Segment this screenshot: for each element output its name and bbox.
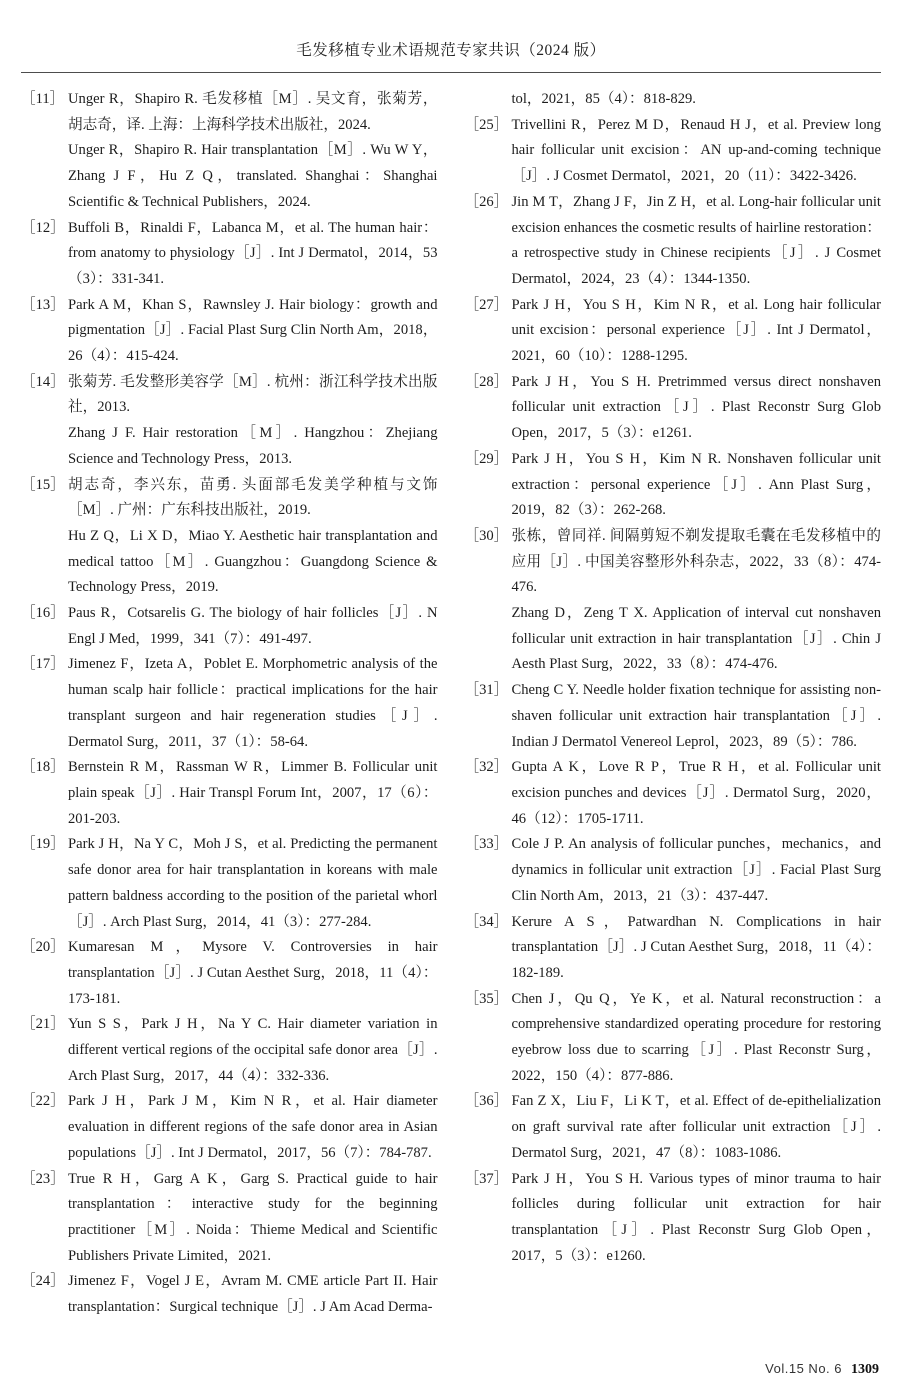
- reference-text: Trivellini R，Perez M D，Renaud H J，et al. Preview long hair follicular unit excision：AN up-and-coming technique［J］. J Cosmet Dermatol，2021，20（11）：3422-3426.: [511, 116, 881, 185]
- reference-number: ［26］: [464, 193, 509, 210]
- reference-item: [465, 87, 882, 113]
- reference-text: Park A M，Khan S，Rawnsley J. Hair biology：growth and pigmentation［J］. Facial Plast Surg Clin North Am，2018，26（4）：415-424.: [68, 296, 438, 365]
- references-column-right: [465, 87, 882, 1321]
- reference-item: [21, 293, 438, 370]
- reference-number: ［28］: [464, 373, 509, 390]
- reference-item: [465, 190, 882, 293]
- reference-number: ［23］: [21, 1170, 65, 1187]
- page-footer: [765, 1361, 879, 1378]
- page-header-title: 毛发移植专业术语规范专家共识（2024 版）: [296, 42, 606, 59]
- reference-number: ［29］: [464, 450, 509, 467]
- reference-item: [465, 113, 882, 190]
- reference-number: ［13］: [21, 296, 65, 313]
- reference-number: ［37］: [464, 1170, 509, 1187]
- reference-text: Kerure A S，Patwardhan N. Complications in hair transplantation［J］. J Cutan Aesthet Surg，2018，11（4）：182-189.: [511, 913, 881, 981]
- reference-number: ［14］: [21, 373, 65, 390]
- references-column-left: [21, 87, 438, 1321]
- reference-item: [21, 216, 438, 293]
- reference-item: [21, 370, 438, 473]
- reference-text: Paus R，Cotsarelis G. The biology of hair follicles［J］. N Engl J Med，1999，341（7）：491-497.: [68, 605, 438, 647]
- reference-item: [21, 652, 438, 755]
- references-section: [21, 87, 881, 1321]
- reference-number: ［21］: [21, 1016, 65, 1033]
- reference-number: ［32］: [464, 759, 509, 776]
- reference-number: ［30］: [464, 527, 509, 544]
- reference-text: Yun S S，Park J H，Na Y C. Hair diameter variation in different vertical regions of the occipital safe donor area［J］. Arch Plast Surg，2017，44（4）：332-336.: [68, 1016, 438, 1084]
- reference-number: ［16］: [21, 605, 65, 622]
- reference-text: Buffoli B，Rinaldi F，Labanca M，et al. The human hair：from anatomy to physiology［J］. Int J Dermatol，2014，53（3）：331-341.: [68, 219, 438, 287]
- reference-text: 张菊芳. 毛发整形美容学［M］. 杭州：浙江科学技术出版社，2013. Zhang J F. Hair restoration［M］. Hangzhou：Zhejiang Science and Technology Press，2013.: [68, 373, 438, 467]
- reference-item: [465, 1167, 882, 1270]
- reference-number: ［12］: [21, 219, 65, 236]
- reference-item: [465, 370, 882, 447]
- reference-text: Jin M T，Zhang J F，Jin Z H，et al. Long-hair follicular unit excision enhances the cosmetic results of hairline restoration：a retrospective study in Chinese recipients［J］. J Cosmet Dermatol，2024，23（4）：1344-1350.: [511, 193, 881, 287]
- reference-item: [465, 910, 882, 987]
- reference-text: 张栋，曾同祥. 间隔剪短不剃发提取毛囊在毛发移植中的应用［J］. 中国美容整形外科杂志，2022，33（8）：474-476. Zhang D，Zeng T X. Application of interval cut nonshaven follicular unit extraction in hair transplantation［J］. Chin J Aesth Plast Surg，2022，33（8）：474-476.: [511, 527, 881, 673]
- reference-text: Cheng C Y. Needle holder fixation technique for assisting non-shaven follicular unit extraction hair transplantation［J］. Indian J Dermatol Venereol Leprol，2023，89（5）：786.: [511, 682, 881, 750]
- reference-text: Fan Z X，Liu F，Li K T，et al. Effect of de-epithelialization on graft survival rate after follicular unit extraction［J］. Dermatol Surg，2021，47（8）：1083-1086.: [511, 1093, 881, 1161]
- reference-item: [465, 1089, 882, 1166]
- header-divider: [21, 72, 881, 73]
- volume-issue-label: Vol.15 No. 6: [765, 1361, 842, 1376]
- reference-item: [21, 1269, 438, 1320]
- reference-text: Park J H，You S H. Various types of minor trauma to hair follicles during follicular unit extraction for hair transplantation［J］. Plast Reconstr Surg Glob Open，2017，5（3）：e1260.: [511, 1170, 881, 1264]
- reference-text: Kumaresan M，Mysore V. Controversies in hair transplantation［J］. J Cutan Aesthet Surg，2018，11（4）：173-181.: [68, 939, 438, 1007]
- reference-item: [21, 755, 438, 832]
- reference-text: Jimenez F，Izeta A，Poblet E. Morphometric analysis of the human scalp hair follicle：practical implications for the hair transplant surgeon and hair regeneration studies［J］. Dermatol Surg，2011，37（1）：58-64.: [68, 656, 438, 750]
- reference-number: ［35］: [464, 990, 509, 1007]
- reference-text: Park J H，You S H. Pretrimmed versus direct nonshaven follicular unit extraction［J］. Plast Reconstr Surg Glob Open，2017，5（3）：e1261.: [511, 373, 881, 442]
- reference-text: Park J H，Na Y C，Moh J S，et al. Predicting the permanent safe donor area for hair transplantation in koreans with male pattern baldness according to the position of the parietal whorl［J］. Arch Plast Surg，2014，41（3）：277-284.: [68, 836, 438, 930]
- reference-item: [21, 1167, 438, 1270]
- reference-item: [465, 832, 882, 909]
- reference-item: [465, 447, 882, 524]
- reference-number: ［19］: [21, 836, 65, 853]
- reference-number: ［22］: [21, 1093, 65, 1110]
- reference-text: Unger R，Shapiro R. 毛发移植［M］. 吴文育，张菊芳，胡志奇，译. 上海：上海科学技术出版社，2024. Unger R，Shapiro R. Hair transplantation［M］. Wu W Y，Zhang J F，Hu Z Q，translated. Shanghai：Shanghai Scientific & Technical Publishers，2024.: [68, 91, 438, 210]
- reference-number: ［20］: [21, 939, 65, 956]
- reference-number: ［34］: [464, 913, 509, 930]
- reference-text: tol，2021，85（4）：818-829.: [511, 91, 696, 107]
- reference-number: ［11］: [21, 91, 65, 107]
- reference-text: Jimenez F，Vogel J E，Avram M. CME article Part II. Hair transplantation：Surgical technique［J］. J Am Acad Derma-: [68, 1273, 438, 1316]
- reference-item: [21, 935, 438, 1012]
- reference-text: Cole J P. An analysis of follicular punches，mechanics，and dynamics in follicular unit extraction［J］. Facial Plast Surg Clin North Am，2013，21（3）：437-447.: [511, 836, 881, 904]
- reference-number: ［36］: [464, 1093, 509, 1110]
- reference-number: ［17］: [21, 656, 65, 673]
- reference-text: Park J H，You S H，Kim N R. Nonshaven follicular unit extraction：personal experience［J］. Ann Plast Surg，2019，82（3）：262-268.: [511, 450, 881, 519]
- reference-text: Park J H，Park J M，Kim N R，et al. Hair diameter evaluation in different regions of the safe donor area in Asian populations［J］. Int J Dermatol，2017，56（7）：784-787.: [68, 1093, 438, 1161]
- reference-item: [21, 832, 438, 935]
- reference-number: ［33］: [464, 836, 509, 853]
- reference-item: [21, 87, 438, 216]
- reference-text: Park J H，You S H，Kim N R，et al. Long hair follicular unit excision：personal experience［J］. Int J Dermatol，2021，60（10）：1288-1295.: [511, 296, 881, 365]
- reference-text: True R H，Garg A K，Garg S. Practical guide to hair transplantation：interactive study for the beginning practitioner［M］. Noida：Thieme Medical and Scientific Publishers Private Limited，2021.: [68, 1170, 438, 1264]
- reference-item: [465, 678, 882, 755]
- reference-item: [465, 755, 882, 832]
- reference-number: ［18］: [21, 759, 65, 776]
- reference-item: [21, 473, 438, 602]
- reference-item: [465, 987, 882, 1090]
- page-number: 1309: [851, 1362, 879, 1377]
- reference-item: [21, 1089, 438, 1166]
- reference-number: ［31］: [464, 682, 509, 699]
- reference-text: 胡志奇，李兴东，苗勇. 头面部毛发美学种植与文饰［M］. 广州：广东科技出版社，2019. Hu Z Q，Li X D，Miao Y. Aesthetic hair transplantation and medical tattoo［M］. Guangzhou：Guangdong Science & Technology Press，2019.: [68, 476, 438, 596]
- reference-item: [21, 601, 438, 652]
- reference-item: [465, 524, 882, 678]
- reference-number: ［25］: [464, 116, 509, 133]
- reference-number: ［15］: [21, 476, 65, 493]
- reference-item: [465, 293, 882, 370]
- reference-text: Chen J，Qu Q，Ye K，et al. Natural reconstruction：a comprehensive standardized operating procedure for restoring eyebrow loss due to scarring［J］. Plast Reconstr Surg，2022，150（4）：877-886.: [511, 990, 881, 1084]
- reference-text: Bernstein R M，Rassman W R，Limmer B. Follicular unit plain speak［J］. Hair Transpl Forum Int，2007，17（6）：201-203.: [68, 759, 438, 827]
- reference-item: [21, 1012, 438, 1089]
- reference-number: ［27］: [464, 296, 509, 313]
- reference-text: Gupta A K，Love R P，True R H，et al. Follicular unit excision punches and devices［J］. Dermatol Surg，2020，46（12）：1705-1711.: [511, 759, 881, 827]
- reference-number: ［24］: [21, 1273, 65, 1290]
